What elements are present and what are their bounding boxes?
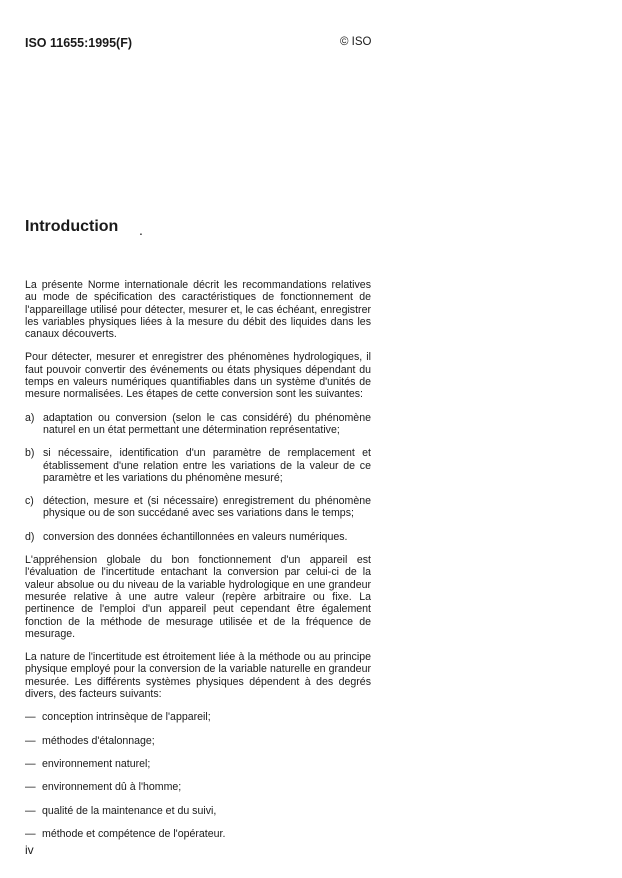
factor-text: environnement naturel;: [42, 757, 151, 770]
step-text: adaptation ou conversion (selon le cas considéré) du phénomène naturel en un état permettant une détermination représentative;: [43, 411, 371, 436]
factor-item: [25, 735, 371, 747]
section-title: Introduction: [25, 218, 119, 235]
paragraph-conversion: Pour détecter, mesurer et enregistrer des phénomènes hydrologiques, il faut pouvoir convertir des événements ou états physiques dépendant du temps en valeurs numériques quantifiables dans un système d'unités de mesure normalisées. Les étapes de cette conversion sont les suivantes:: [25, 351, 371, 401]
factor-item: [25, 805, 371, 817]
step-label: d): [25, 530, 35, 543]
step-label: a): [25, 411, 35, 424]
dash-mark: —: [25, 804, 36, 817]
dash-mark: —: [25, 711, 36, 724]
factor-item: [25, 758, 371, 770]
factor-text: qualité de la maintenance et du suivi,: [42, 804, 217, 817]
step-item: [25, 447, 371, 484]
step-item: [25, 495, 371, 520]
step-item: [25, 531, 371, 543]
paragraph-factors: La nature de l'incertitude est étroitement liée à la méthode ou au principe physique employé pour la conversion de la variable naturelle en grandeur mesurée. Les différents systèmes physiques dépendent à des degrés divers, des facteurs suivants:: [25, 651, 371, 701]
step-label: c): [25, 495, 34, 508]
dash-mark: —: [25, 734, 36, 747]
title-mark: .: [139, 222, 143, 238]
step-text: si nécessaire, identification d'un paramètre de remplacement et établissement d'une relation entre les variations de la valeur de ce paramètre et les variations du phénomène mesuré;: [43, 447, 371, 484]
copyright-notice: © ISO: [340, 36, 372, 48]
factor-item: [25, 828, 371, 840]
factor-text: environnement dû à l'homme;: [42, 781, 182, 794]
dash-mark: —: [25, 781, 36, 794]
factor-text: méthode et compétence de l'opérateur.: [42, 827, 226, 840]
step-item: [25, 412, 371, 437]
page-number: iv: [25, 843, 34, 857]
dash-mark: —: [25, 827, 36, 840]
step-label: b): [25, 447, 35, 460]
paragraph-uncertainty: L'appréhension globale du bon fonctionnement d'un appareil est l'évaluation de l'incertitude entachant la conversion par celui-ci de la valeur absolue ou du niveau de la variable hydrologique en une grandeur mesurée relative à une autre valeur (repère arbitraire ou fixe. La pertinence de l'emploi d'un appareil peut cependant être également fonction de la méthode de mesurage utilisée et de la fréquence de mesurage.: [25, 554, 371, 640]
standard-id: ISO 11655:1995(F): [25, 36, 133, 50]
factor-item: [25, 711, 371, 723]
factor-item: [25, 781, 371, 793]
paragraph-scope: La présente Norme internationale décrit les recommandations relatives au mode de spécification des caractéristiques de fonctionnement de l'appareillage utilisé pour détecter, mesurer et, le cas échéant, enregistrer les variables physiques liées à la mesure du débit des liquides dans les canaux découverts.: [25, 279, 371, 341]
step-text: conversion des données échantillonnées en valeurs numériques.: [43, 530, 348, 543]
dash-mark: —: [25, 757, 36, 770]
factor-text: conception intrinsèque de l'appareil;: [42, 711, 211, 724]
body-text: [25, 279, 371, 840]
factor-text: méthodes d'étalonnage;: [42, 734, 155, 747]
step-text: détection, mesure et (si nécessaire) enregistrement du phénomène physique ou de son succédané avec ses variations dans le temps;: [43, 495, 371, 520]
